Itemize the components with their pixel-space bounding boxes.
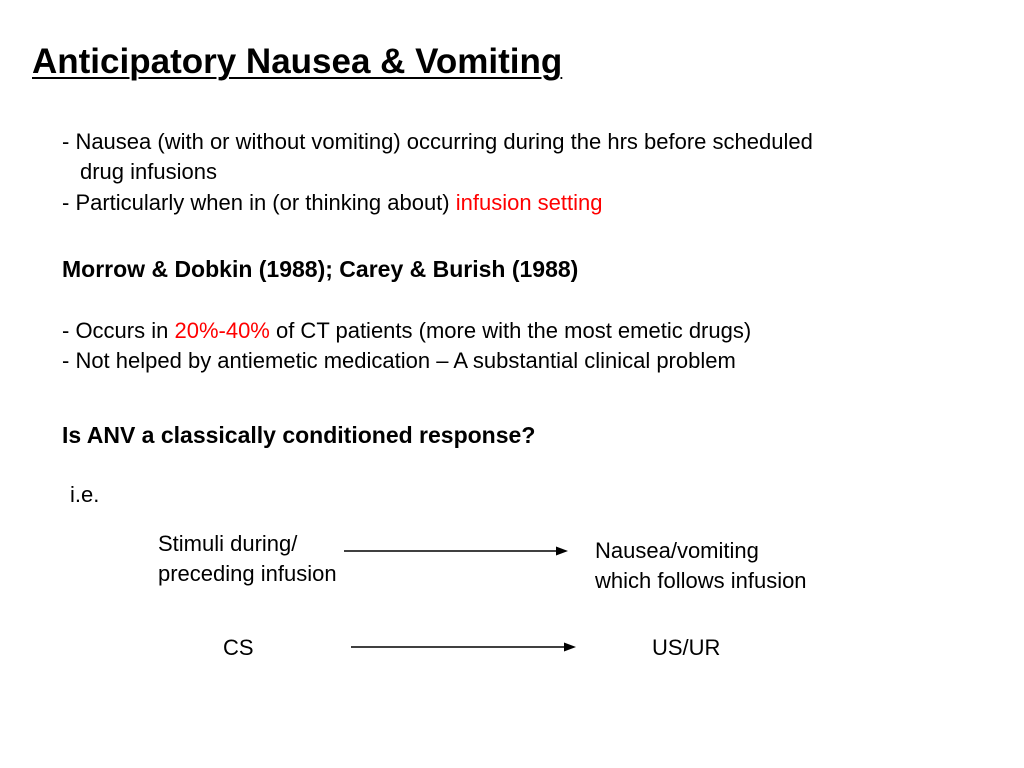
question-heading: Is ANV a classically conditioned response?	[62, 422, 536, 448]
response-line-1: Nausea/vomiting	[595, 538, 759, 563]
slide-title: Anticipatory Nausea & Vomiting	[32, 42, 563, 81]
cs-label: CS	[223, 635, 254, 660]
response-line-2: which follows infusion	[595, 568, 807, 593]
percentage-highlight: 20%-40%	[174, 318, 270, 343]
definition-line-1: - Nausea (with or without vomiting) occurring during the hrs before scheduled	[62, 129, 813, 154]
stimulus-response-arrow	[344, 547, 568, 556]
stimulus-line-1: Stimuli during/	[158, 531, 298, 556]
stimulus-line-2: preceding infusion	[158, 561, 337, 586]
definition-line-3-text: - Particularly when in (or thinking about)	[62, 190, 456, 215]
infusion-setting-highlight: infusion setting	[455, 190, 603, 215]
definition-line-2: drug infusions	[80, 159, 217, 184]
us-ur-label: US/UR	[652, 635, 721, 660]
ie-label: i.e.	[70, 482, 100, 507]
prevalence-line-1-suffix: of CT patients (more with the most emetic drugs)	[269, 318, 752, 343]
references-heading: Morrow & Dobkin (1988); Carey & Burish (1988)	[62, 256, 579, 282]
cs-us-arrow	[351, 643, 576, 652]
prevalence-line-2: - Not helped by antiemetic medication – A substantial clinical problem	[62, 348, 736, 373]
prevalence-line-1-prefix: - Occurs in	[62, 318, 175, 343]
